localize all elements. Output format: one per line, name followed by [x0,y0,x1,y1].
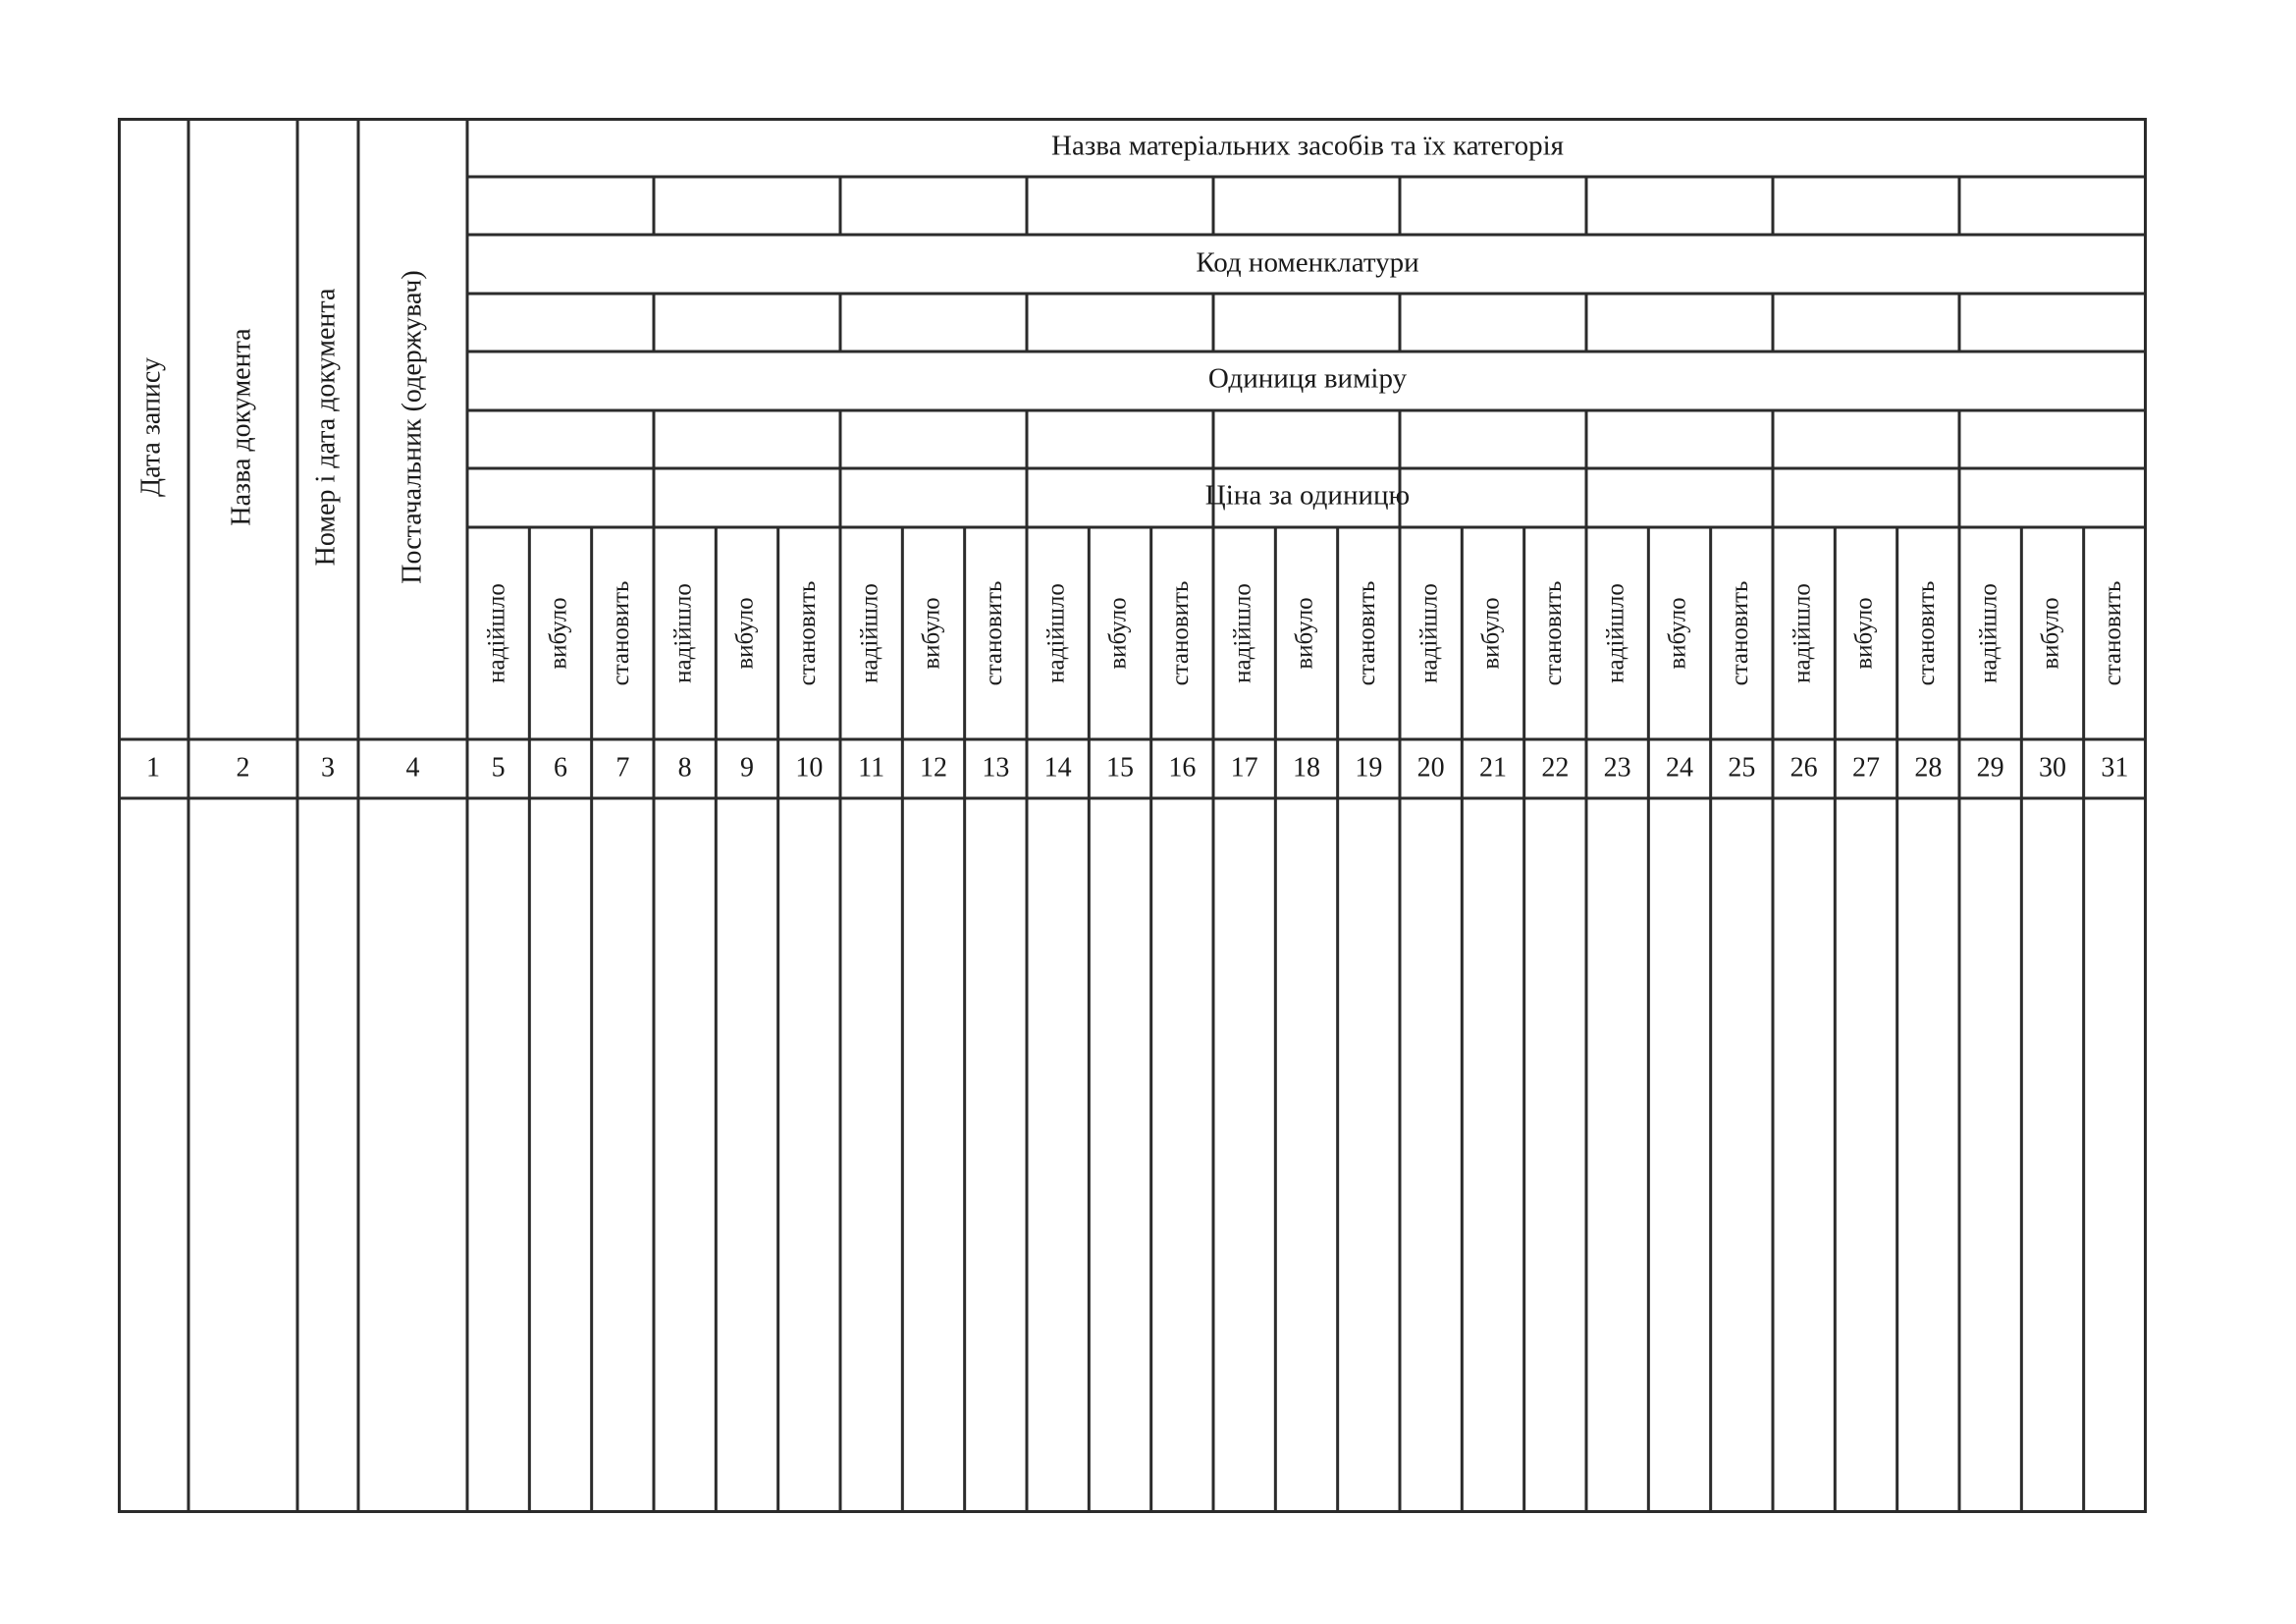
column-number: 26 [1789,752,1818,784]
sub-column-label: надійшло [1229,583,1256,683]
sub-column-label: вибуло [2037,597,2064,670]
sub-column-label: вибуло [545,597,572,670]
sub-column-label: становить [1727,580,1754,686]
sub-column-label: становить [1540,580,1568,686]
sub-column-label: вибуло [731,597,759,670]
sub-column-label: становить [608,580,635,686]
column-number: 9 [740,752,754,784]
column-number: 29 [1976,752,2004,784]
sub-column-label: надійшло [1789,583,1816,683]
column-number: 13 [982,752,1010,784]
column-number: 5 [491,752,506,784]
column-number: 10 [795,752,824,784]
column-number: 20 [1416,752,1445,784]
ledger-form [118,118,2147,1513]
column-number: 19 [1355,752,1383,784]
sub-column-label: становить [2100,580,2127,686]
document-name-column-label: Назва документа [226,328,257,526]
column-number: 18 [1293,752,1320,784]
column-number: 11 [858,752,885,784]
column-number: 12 [920,752,947,784]
sub-column-label: вибуло [918,597,945,670]
nomenclature-code-title: Код номенклатури [1196,246,1419,279]
sub-column-label: вибуло [1104,597,1132,670]
sub-column-label: надійшло [856,583,883,683]
column-number: 16 [1168,752,1197,784]
column-number: 30 [2039,752,2066,784]
column-number: 8 [677,752,692,784]
column-number: 31 [2101,752,2129,784]
sub-column-label: надійшло [1415,583,1443,683]
sub-column-label: надійшло [1975,583,2002,683]
unit-price-title: Ціна за одиницю [1204,479,1411,512]
column-number: 28 [1914,752,1943,784]
column-number: 17 [1230,752,1258,784]
column-number: 14 [1043,752,1072,784]
column-number: 27 [1852,752,1880,784]
sub-column-label: надійшло [669,583,697,683]
date-column-label: Дата запису [135,357,167,497]
sub-column-label: вибуло [1477,597,1505,670]
sub-column-label: вибуло [1850,597,1878,670]
supplier-column-label: Постачальник (одержувач) [397,270,428,584]
sub-column-label: вибуло [1664,597,1691,670]
column-number: 25 [1728,752,1756,784]
column-number: 4 [405,752,420,784]
column-number: 24 [1666,752,1693,784]
materials-title: Назва матеріальних засобів та їх категорія [1051,130,1564,162]
column-number: 7 [615,752,630,784]
sub-column-label: становить [1167,580,1195,686]
ledger-grid [118,118,2147,1513]
column-number: 1 [146,752,160,784]
sub-column-label: надійшло [483,583,510,683]
sub-column-label: становить [1913,580,1941,686]
column-number: 2 [236,752,250,784]
document-number-column-label: Номер і дата документа [310,288,342,567]
sub-column-label: становить [794,580,822,686]
unit-of-measure-title: Одиниця виміру [1207,362,1408,395]
sub-column-label: надійшло [1602,583,1629,683]
column-number: 6 [554,752,567,784]
sub-column-label: надійшло [1042,583,1070,683]
column-number: 23 [1603,752,1631,784]
column-number: 21 [1479,752,1507,784]
sub-column-label: вибуло [1291,597,1318,670]
sub-column-label: становить [981,580,1008,686]
column-number: 3 [321,752,335,784]
sub-column-label: становить [1354,580,1381,686]
column-number: 15 [1106,752,1134,784]
column-number: 22 [1541,752,1570,784]
